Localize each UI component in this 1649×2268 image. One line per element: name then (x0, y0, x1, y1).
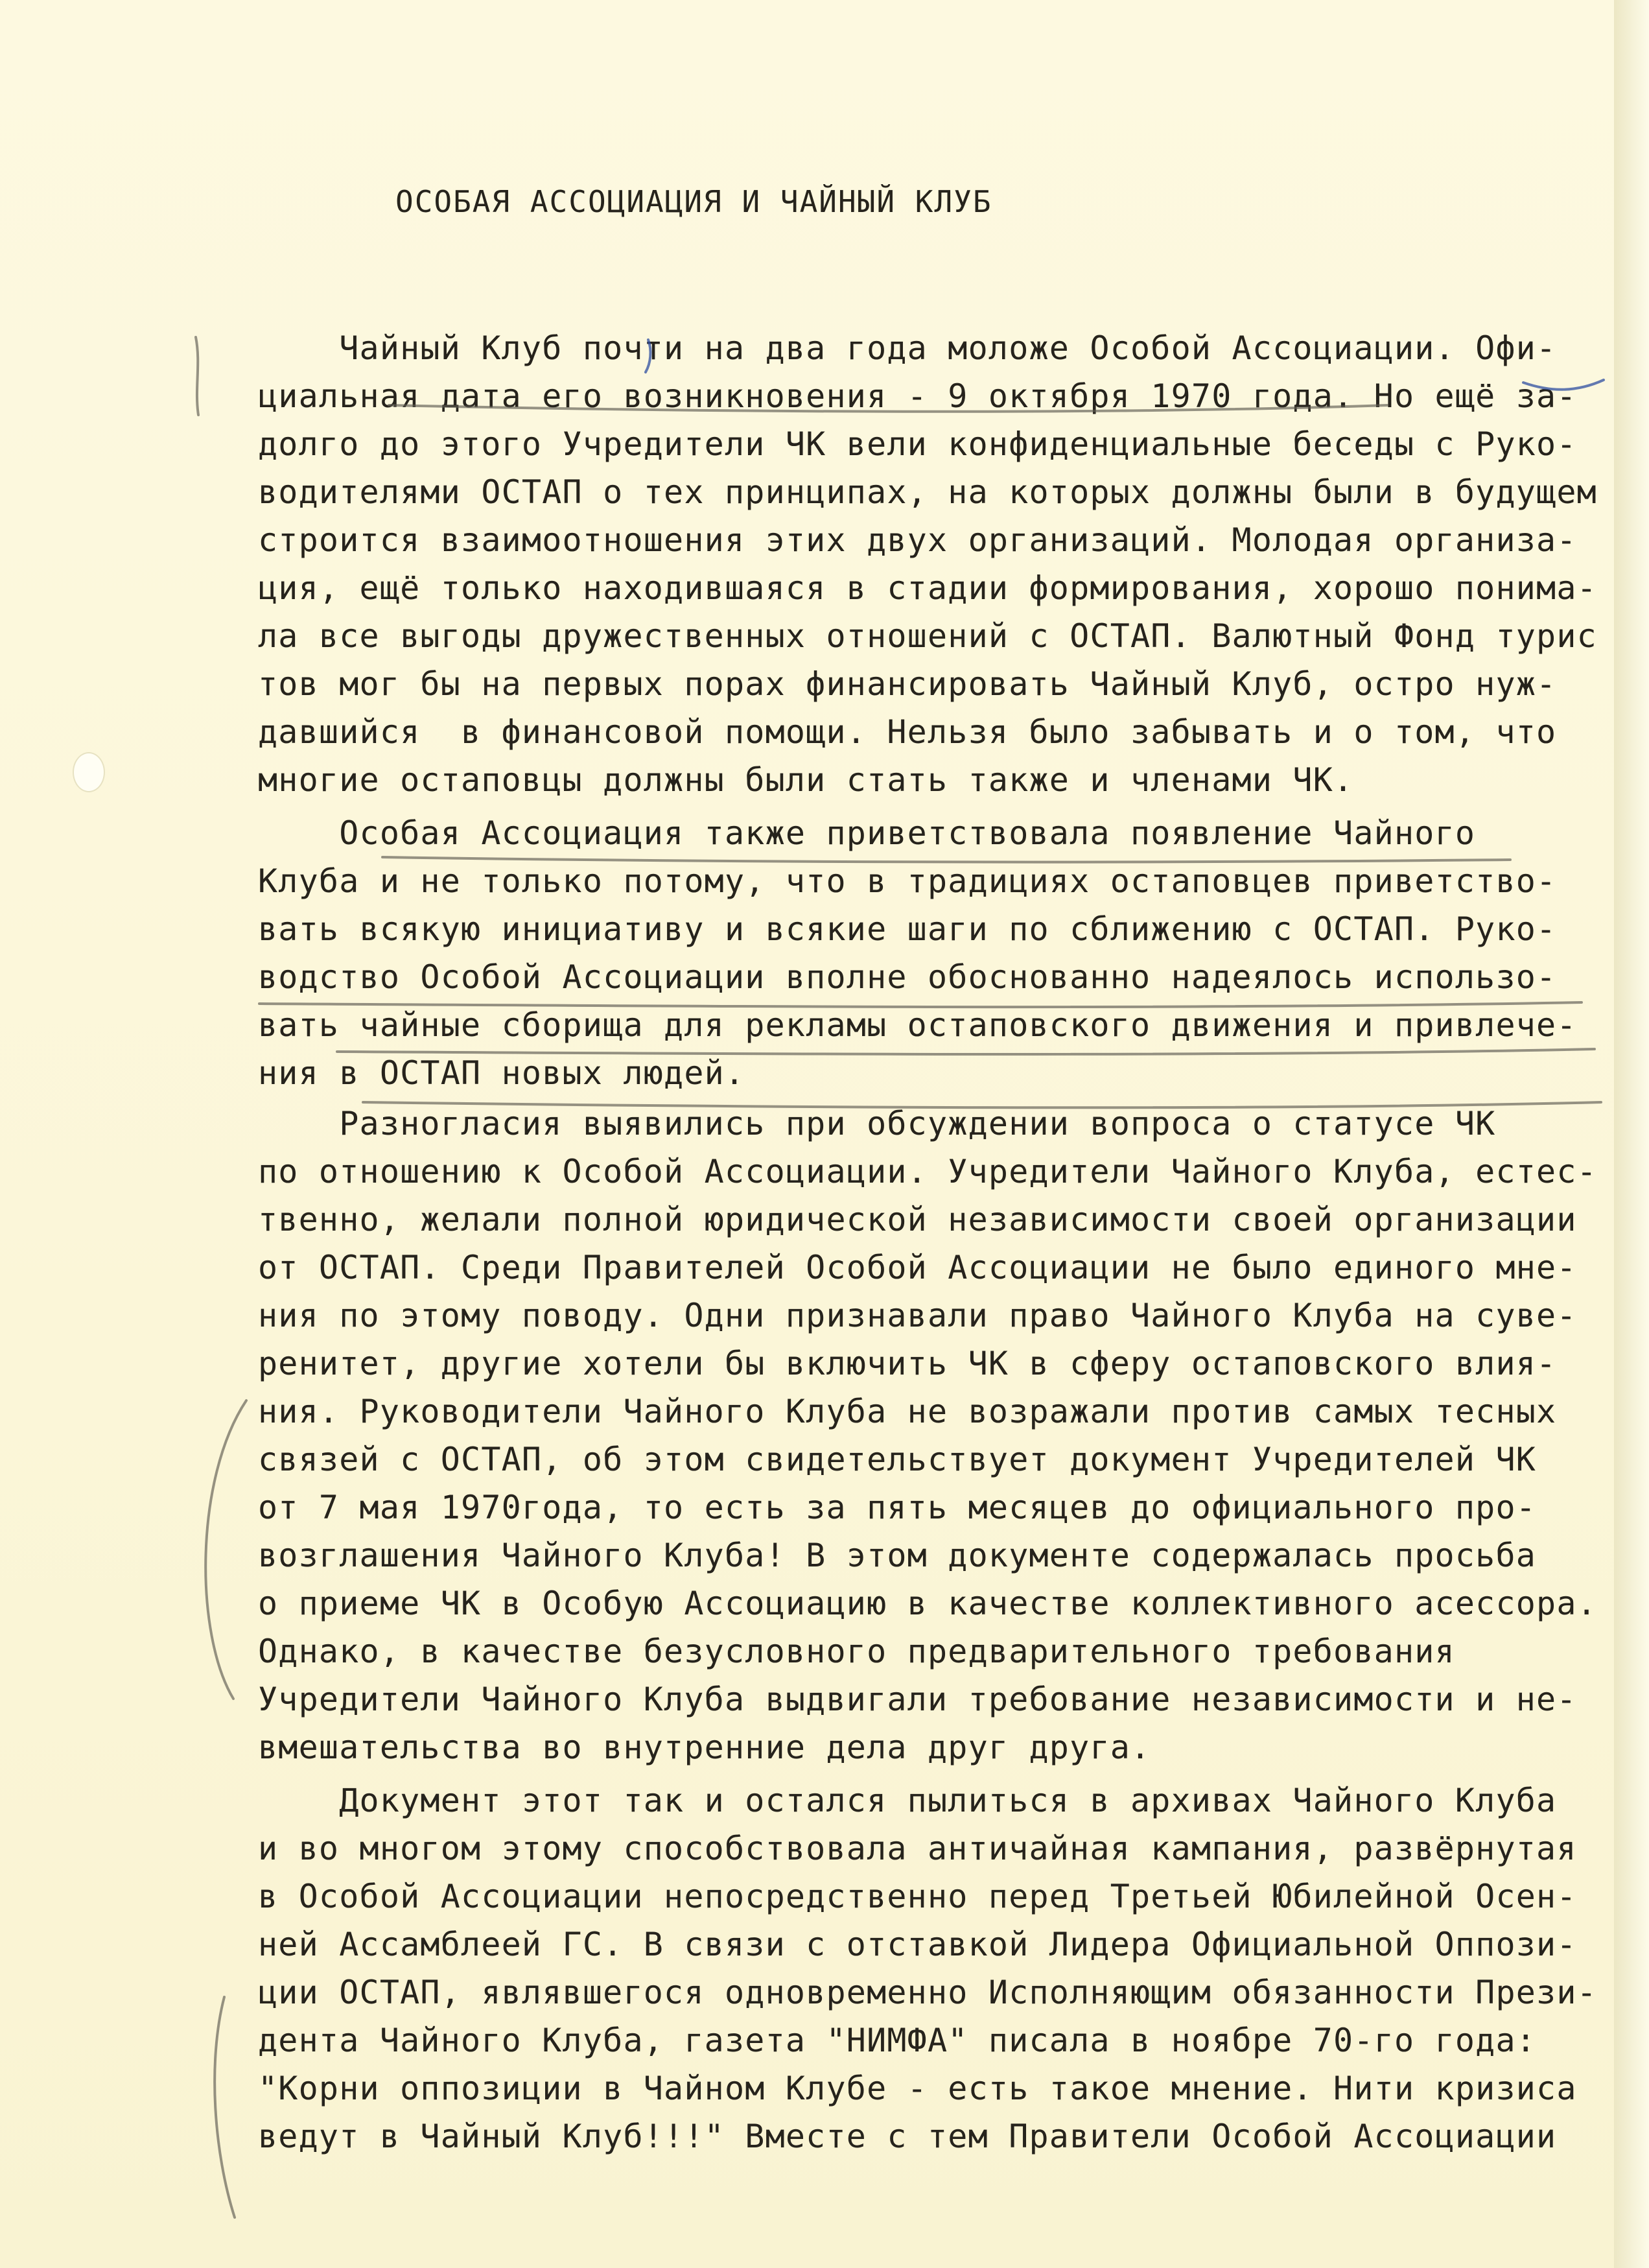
text-line: ней Ассамблеей ГС. В связи с отставкой Лидера Официальной Оппози- (258, 1926, 1577, 1963)
text-line: ведут в Чайный Клуб!!!" Вместе с тем Правители Особой Ассоциации (258, 2118, 1557, 2155)
text-line: ния в ОСТАП новых людей. (258, 1054, 745, 1092)
text-line: вать всякую инициативу и всякие шаги по сближению с ОСТАП. Руко- (258, 910, 1557, 948)
underline-mark (337, 1049, 1595, 1054)
text-line: тов мог бы на первых порах финансировать Чайный Клуб, остро нуж- (258, 665, 1557, 703)
text-line: вать чайные сборища для рекламы остаповского движения и привлече- (258, 1006, 1577, 1044)
text-line: ния по этому поводу. Одни признавали право Чайного Клуба на суве- (258, 1297, 1577, 1334)
document-title: ОСОБАЯ АССОЦИАЦИЯ И ЧАЙНЫЙ КЛУБ (395, 184, 992, 219)
text-line: ция, ещё только находившаяся в стадии формирования, хорошо понима- (258, 569, 1597, 607)
text-line: о приеме ЧК в Особую Ассоциацию в качестве коллективного асессора. (258, 1585, 1597, 1622)
margin-tick-mark (196, 337, 198, 415)
text-line: ции ОСТАП, являвшегося одновременно Исполняющим обязанности Прези- (258, 1974, 1597, 2011)
text-line: Учредители Чайного Клуба выдвигали требование независимости и не- (258, 1681, 1577, 1718)
underline-mark (363, 1102, 1601, 1107)
text-line: многие остаповцы должны были стать также и членами ЧК. (258, 761, 1354, 799)
text-line: дента Чайного Клуба, газета "НИМФА" писала в ноябре 70-го года: (258, 2022, 1537, 2059)
text-line: Однако, в качестве безусловного предварительного требования (258, 1633, 1455, 1670)
text-line: строится взаимоотношения этих двух организаций. Молодая организа- (258, 521, 1577, 559)
text-line: водителями ОСТАП о тех принципах, на которых должны были в будущем (258, 473, 1597, 511)
blue-ink-mark (646, 340, 650, 372)
text-line: циальная дата его возникновения - 9 октября 1970 года. Но ещё за- (258, 377, 1577, 415)
text-line: и во многом этому способствовала античайная кампания, развёрнутая (258, 1830, 1577, 1867)
text-line: возглашения Чайного Клуба! В этом документе содержалась просьба (258, 1537, 1537, 1574)
text-line: водство Особой Ассоциации вполне обоснованно надеялось использо- (258, 958, 1557, 996)
text-line: по отношению к Особой Ассоциации. Учредители Чайного Клуба, естес- (258, 1153, 1597, 1190)
text-line: Разногласия выявились при обсуждении вопроса о статусе ЧК (258, 1105, 1496, 1142)
text-line: связей с ОСТАП, об этом свидетельствует документ Учредителей ЧК (258, 1441, 1537, 1478)
text-line: ния. Руководители Чайного Клуба не возражали против самых тесных (258, 1393, 1557, 1430)
text-line: ренитет, другие хотели бы включить ЧК в сферу остаповского влия- (258, 1345, 1557, 1382)
text-line: Чайный Клуб почти на два года моложе Особой Ассоциации. Офи- (258, 329, 1557, 367)
margin-bracket-mark (205, 1400, 246, 1699)
text-line: в Особой Ассоциации непосредственно перед Третьей Юбилейной Осен- (258, 1878, 1577, 1915)
underline-mark (259, 1002, 1582, 1007)
text-line: Документ этот так и остался пылиться в архивах Чайного Клуба (258, 1782, 1557, 1819)
blue-ink-mark (1523, 380, 1604, 390)
margin-bracket-mark (215, 1997, 235, 2217)
text-line: "Корни оппозиции в Чайном Клубе - есть такое мнение. Нити кризиса (258, 2070, 1577, 2107)
text-line: Особая Ассоциация также приветствовала появление Чайного (258, 814, 1476, 852)
text-line: от 7 мая 1970года, то есть за пять месяцев до официального про- (258, 1489, 1537, 1526)
text-line: вмешательства во внутренние дела друг друга. (258, 1729, 1151, 1766)
text-line: твенно, желали полной юридической независимости своей организации (258, 1201, 1577, 1238)
underline-mark (389, 405, 1387, 412)
text-line: Клуба и не только потому, что в традициях остаповцев приветство- (258, 862, 1557, 900)
text-line: от ОСТАП. Среди Правителей Особой Ассоциации не было единого мне- (258, 1249, 1577, 1286)
underline-mark (382, 857, 1510, 862)
text-line: давшийся в финансовой помощи. Нельзя было забывать и о том, что (258, 713, 1557, 751)
text-line: ла все выгоды дружественных отношений с ОСТАП. Валютный Фонд турис (258, 617, 1597, 655)
text-line: долго до этого Учредители ЧК вели конфиденциальные беседы с Руко- (258, 425, 1577, 463)
